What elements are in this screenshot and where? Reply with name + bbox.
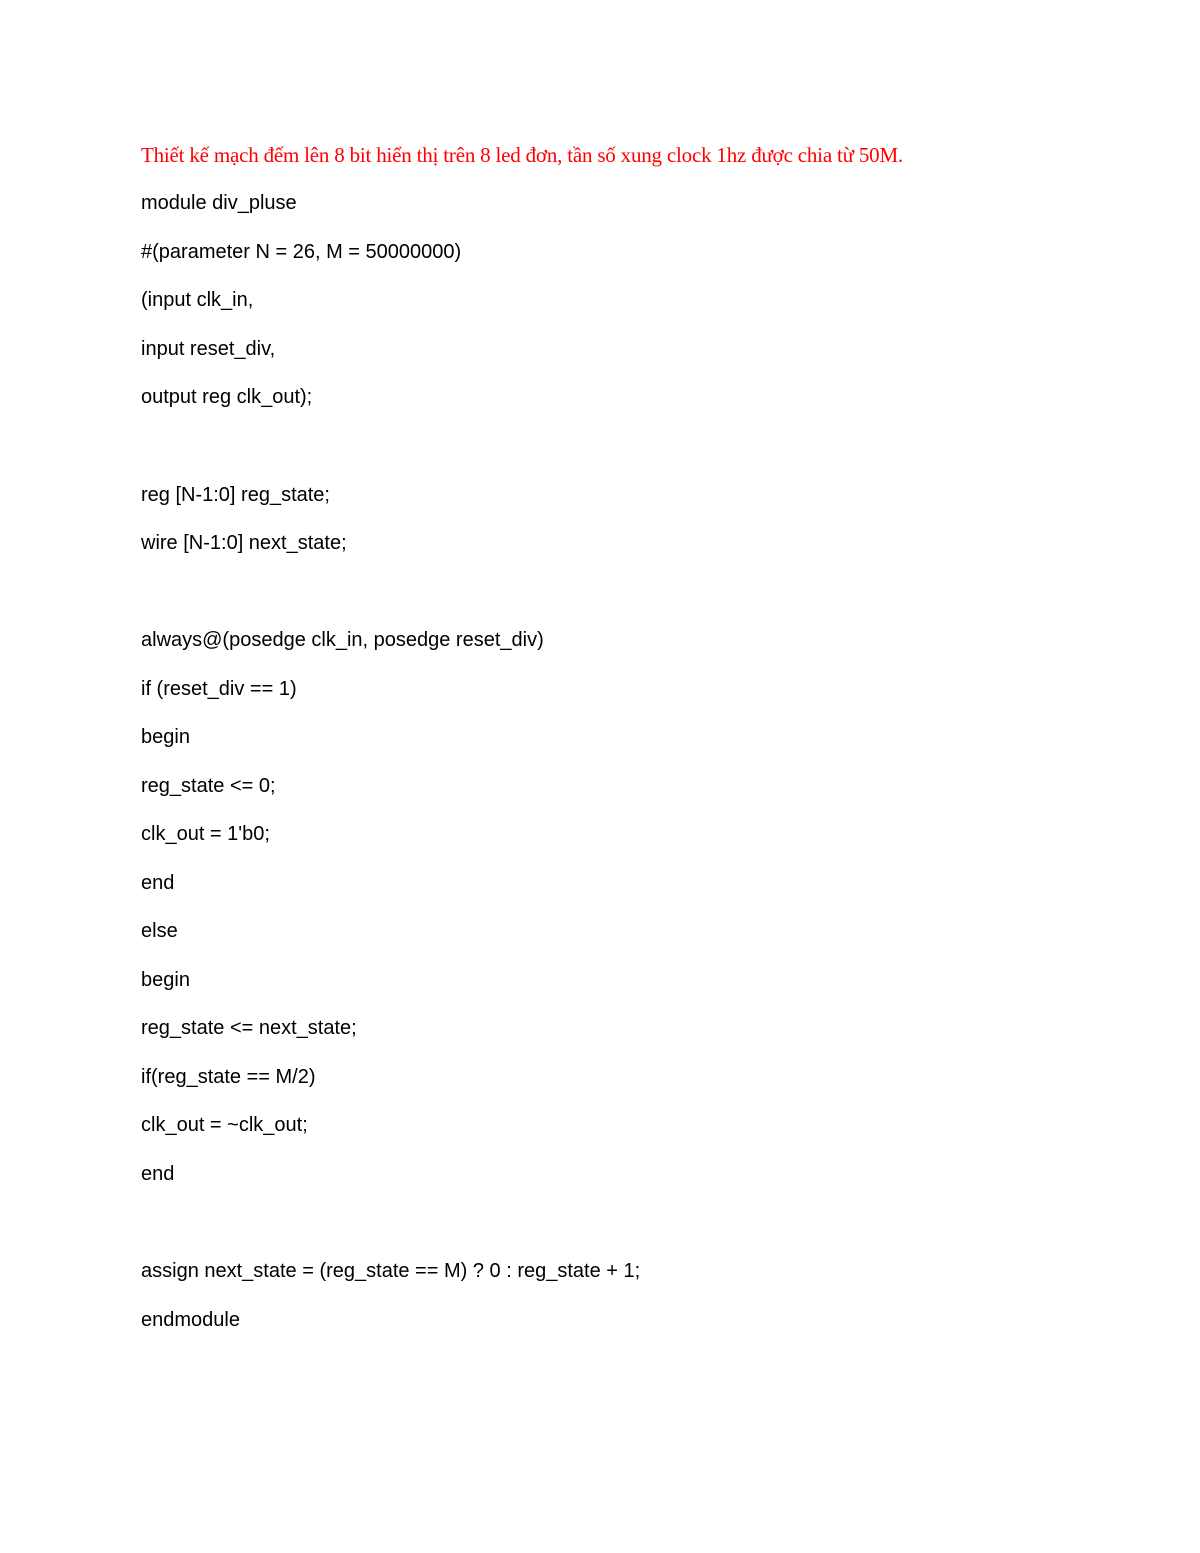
- code-line-if-reset: if (reset_div == 1): [141, 678, 297, 700]
- code-line-toggle-clock: clk_out = ~clk_out;: [141, 1114, 308, 1136]
- code-line-begin-else: begin: [141, 969, 190, 991]
- code-line-endmodule: endmodule: [141, 1309, 240, 1331]
- code-line-if-half: if(reg_state == M/2): [141, 1066, 316, 1088]
- code-line-input-reset: input reset_div,: [141, 338, 276, 360]
- code-line-output: output reg clk_out);: [141, 386, 313, 408]
- code-line-clk-reset: clk_out = 1'b0;: [141, 823, 270, 845]
- code-line-end: end: [141, 872, 175, 894]
- code-line-else: else: [141, 920, 178, 942]
- code-line-module: module div_pluse: [141, 192, 297, 214]
- document-title: Thiết kế mạch đếm lên 8 bit hiển thị trên 8 led đơn, tần số xung clock 1hz được chia từ 50M.: [141, 143, 903, 167]
- code-line-begin: begin: [141, 726, 190, 748]
- code-line-reg-reset: reg_state <= 0;: [141, 775, 276, 797]
- code-line-next-state: reg_state <= next_state;: [141, 1017, 357, 1039]
- code-line-end-else: end: [141, 1163, 175, 1185]
- code-line-input-clk: (input clk_in,: [141, 289, 254, 311]
- code-line-reg-state: reg [N-1:0] reg_state;: [141, 484, 330, 506]
- code-line-always: always@(posedge clk_in, posedge reset_div): [141, 629, 544, 651]
- code-line-parameter: #(parameter N = 26, M = 50000000): [141, 241, 462, 263]
- code-line-assign: assign next_state = (reg_state == M) ? 0 : reg_state + 1;: [141, 1260, 641, 1282]
- code-line-wire-next: wire [N-1:0] next_state;: [141, 532, 347, 554]
